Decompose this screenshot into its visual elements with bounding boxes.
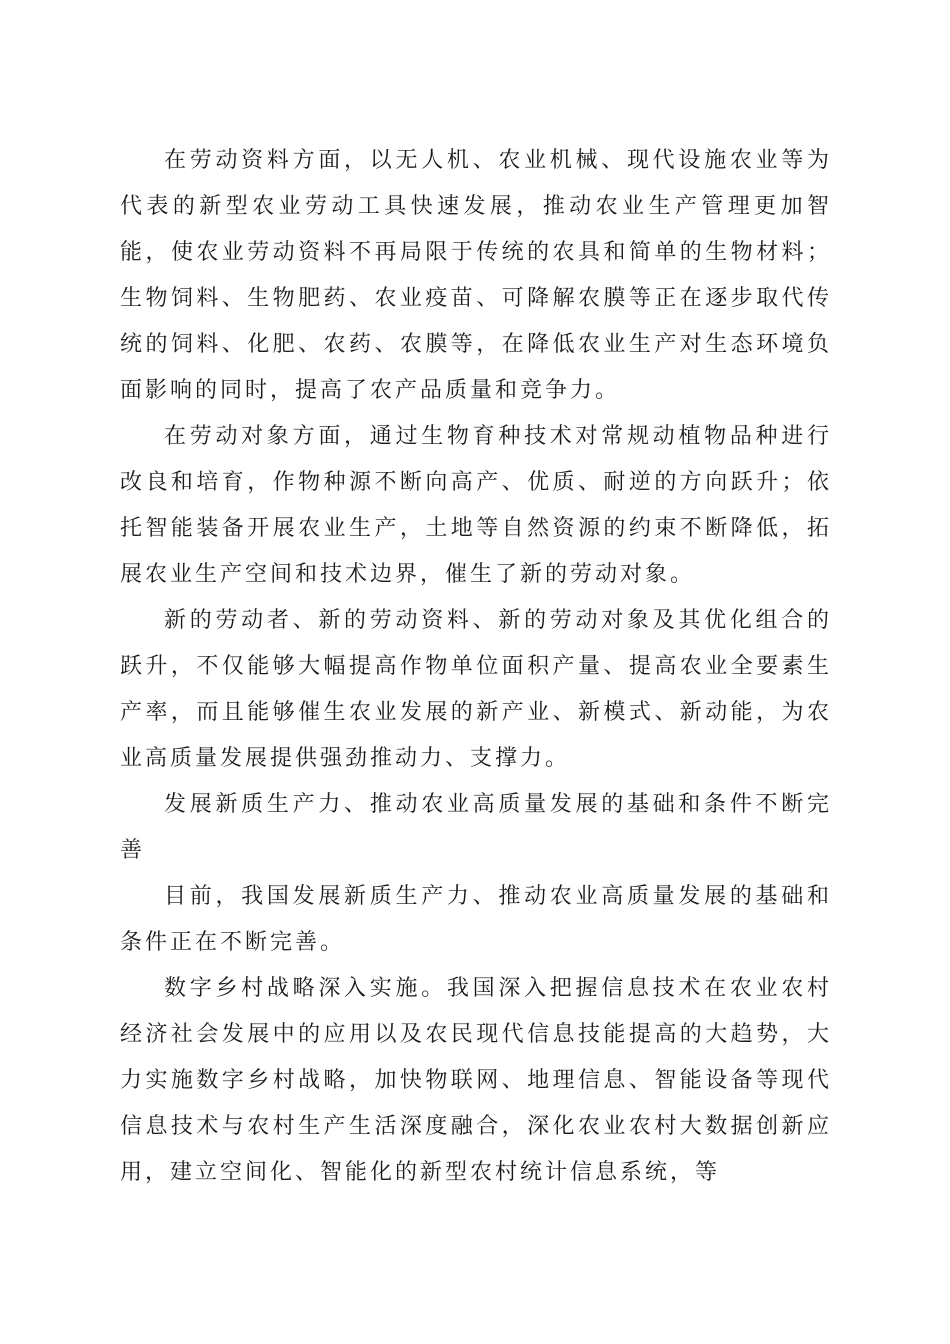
- paragraph-labor-objects: 在劳动对象方面，通过生物育种技术对常规动植物品种进行改良和培育，作物种源不断向高产、优质、耐逆的方向跃升；依托智能装备开展农业生产，土地等自然资源的约束不断降低，拓展农业生产空间和技术边界，催生了新的劳动对象。: [120, 424, 832, 587]
- paragraph-labor-materials: 在劳动资料方面，以无人机、农业机械、现代设施农业等为代表的新型农业劳动工具快速发展，推动农业生产管理更加智能，使农业劳动资料不再局限于传统的农具和简单的生物材料；生物饲料、生物肥药、农业疫苗、可降解农膜等正在逐步取代传统的饲料、化肥、农药、农膜等，在降低农业生产对生态环境负面影响的同时，提高了农产品质量和竞争力。: [120, 148, 832, 403]
- section-heading: 发展新质生产力、推动农业高质量发展的基础和条件不断完善: [120, 792, 832, 863]
- paragraph-current-status: 目前，我国发展新质生产力、推动农业高质量发展的基础和条件正在不断完善。: [120, 884, 832, 955]
- paragraph-optimized-combination: 新的劳动者、新的劳动资料、新的劳动对象及其优化组合的跃升，不仅能够大幅提高作物单位面积产量、提高农业全要素生产率，而且能够催生农业发展的新产业、新模式、新动能，为农业高质量发展提供强劲推动力、支撑力。: [120, 608, 832, 771]
- paragraph-digital-village: 数字乡村战略深入实施。我国深入把握信息技术在农业农村经济社会发展中的应用以及农民现代信息技能提高的大趋势，大力实施数字乡村战略，加快物联网、地理信息、智能设备等现代信息技术与农村生产生活深度融合，深化农业农村大数据创新应用，建立空间化、智能化的新型农村统计信息系统，等: [120, 976, 832, 1185]
- document-body: [120, 138, 832, 1196]
